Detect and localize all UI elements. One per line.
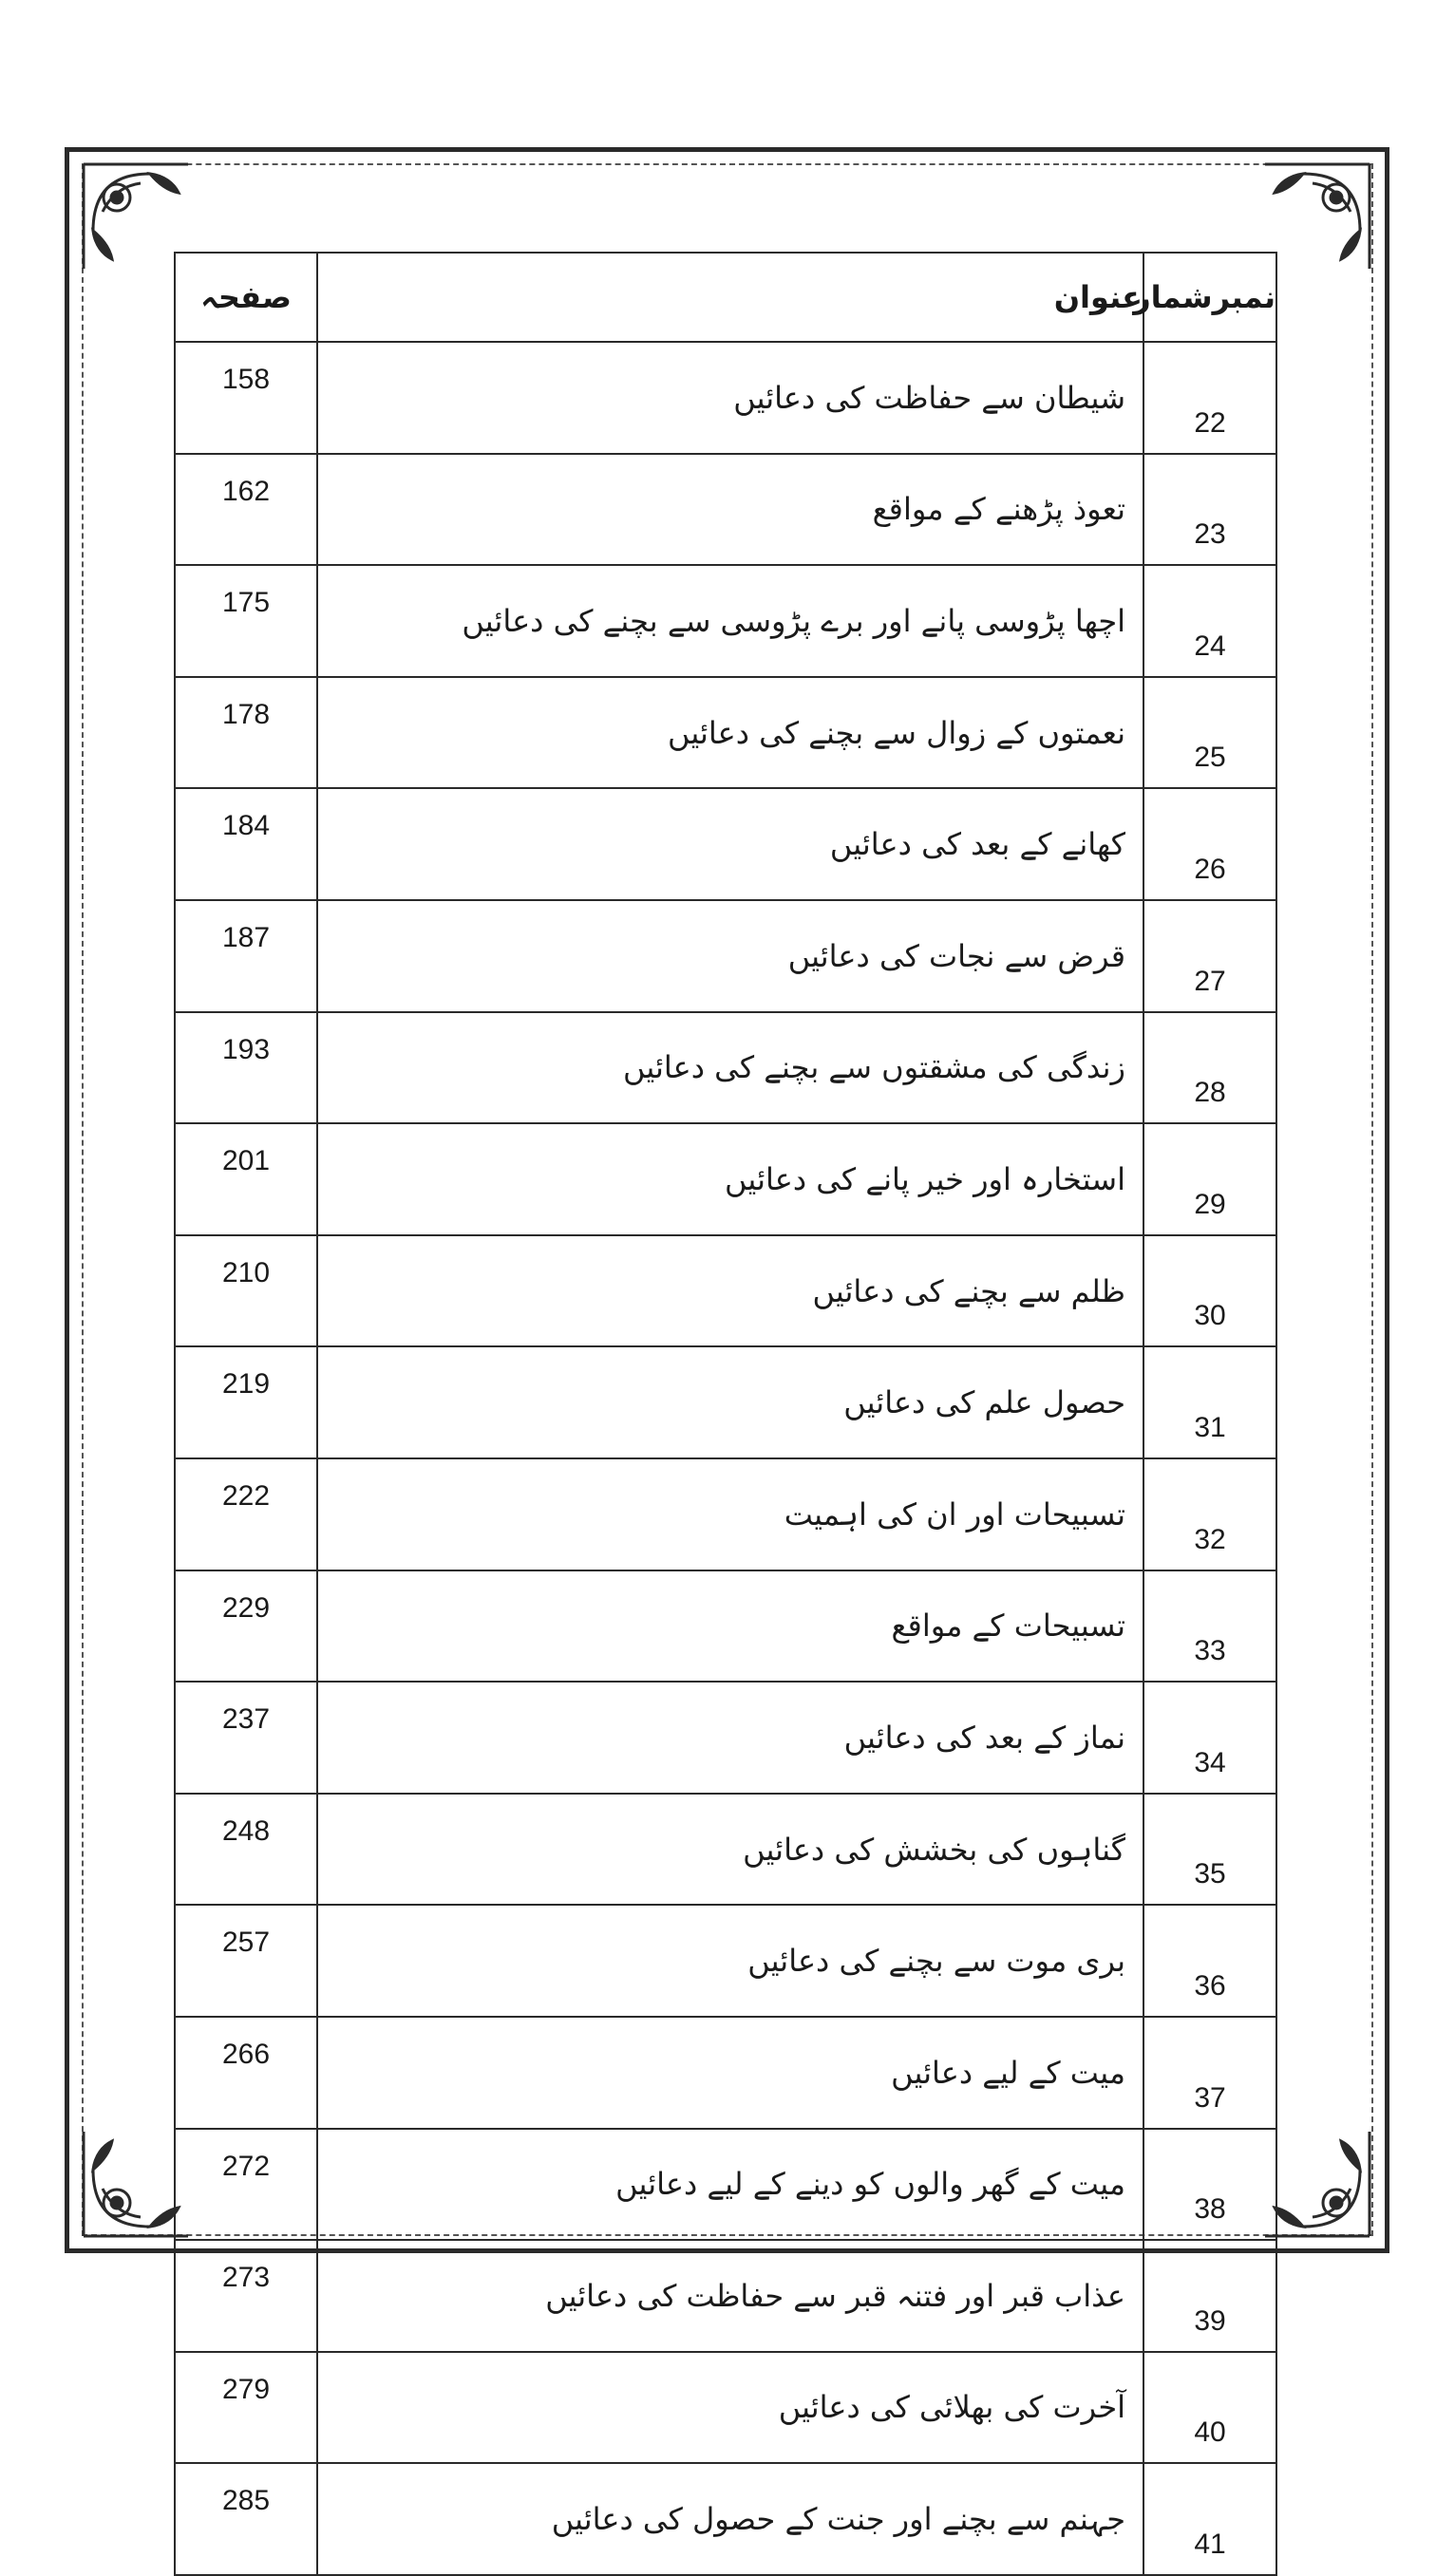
row-number: 33	[1143, 1570, 1276, 1683]
row-number: 39	[1143, 2240, 1276, 2352]
row-title: میت کے گھر والوں کو دینے کے لیے دعائیں	[317, 2129, 1143, 2241]
row-title: استخارہ اور خیر پانے کی دعائیں	[317, 1123, 1143, 1235]
row-page: 219	[175, 1346, 317, 1458]
header-page: صفحہ	[175, 253, 317, 342]
row-title: تعوذ پڑھنے کے مواقع	[317, 454, 1143, 566]
row-number: 23	[1143, 454, 1276, 566]
header-number: نمبرشمار	[1143, 253, 1276, 342]
row-title: قرض سے نجات کی دعائیں	[317, 900, 1143, 1012]
table-row	[175, 1794, 1276, 1906]
table-row	[175, 1012, 1276, 1124]
table-row	[175, 2463, 1276, 2575]
row-page: 178	[175, 677, 317, 789]
table-row	[175, 565, 1276, 677]
row-number: 26	[1143, 788, 1276, 900]
toc-header-row	[175, 253, 1276, 342]
row-title: زندگی کی مشقتوں سے بچنے کی دعائیں	[317, 1012, 1143, 1124]
table-row	[175, 1346, 1276, 1458]
row-number: 29	[1143, 1123, 1276, 1235]
row-page: 162	[175, 454, 317, 566]
row-title: شیطان سے حفاظت کی دعائیں	[317, 342, 1143, 454]
row-title: حصول علم کی دعائیں	[317, 1346, 1143, 1458]
table-row	[175, 900, 1276, 1012]
table-row	[175, 1458, 1276, 1570]
row-title: گناہوں کی بخشش کی دعائیں	[317, 1794, 1143, 1906]
table-row	[175, 1570, 1276, 1683]
row-number: 38	[1143, 2129, 1276, 2241]
row-page: 193	[175, 1012, 317, 1124]
row-number: 30	[1143, 1235, 1276, 1347]
row-page: 201	[175, 1123, 317, 1235]
row-page: 272	[175, 2129, 317, 2241]
row-number: 37	[1143, 2017, 1276, 2129]
row-page: 273	[175, 2240, 317, 2352]
row-title: بری موت سے بچنے کی دعائیں	[317, 1905, 1143, 2017]
row-number: 34	[1143, 1682, 1276, 1794]
table-row	[175, 342, 1276, 454]
row-number: 32	[1143, 1458, 1276, 1570]
row-title: عذاب قبر اور فتنہ قبر سے حفاظت کی دعائیں	[317, 2240, 1143, 2352]
row-number: 22	[1143, 342, 1276, 454]
row-number: 40	[1143, 2352, 1276, 2464]
table-row	[175, 454, 1276, 566]
row-page: 248	[175, 1794, 317, 1906]
row-number: 27	[1143, 900, 1276, 1012]
row-page: 175	[175, 565, 317, 677]
row-page: 158	[175, 342, 317, 454]
row-page: 285	[175, 2463, 317, 2575]
table-row	[175, 1235, 1276, 1347]
row-title: تسبیحات کے مواقع	[317, 1570, 1143, 1683]
row-title: تسبیحات اور ان کی اہمیت	[317, 1458, 1143, 1570]
row-title: اچھا پڑوسی پانے اور برے پڑوسی سے بچنے کی دعائیں	[317, 565, 1143, 677]
row-number: 31	[1143, 1346, 1276, 1458]
row-page: 210	[175, 1235, 317, 1347]
table-row	[175, 1123, 1276, 1235]
row-number: 41	[1143, 2463, 1276, 2575]
row-title: کھانے کے بعد کی دعائیں	[317, 788, 1143, 900]
row-page: 279	[175, 2352, 317, 2464]
row-number: 24	[1143, 565, 1276, 677]
table-row	[175, 2129, 1276, 2241]
row-title: آخرت کی بھلائی کی دعائیں	[317, 2352, 1143, 2464]
header-title: عنوان	[317, 253, 1143, 342]
row-title: نعمتوں کے زوال سے بچنے کی دعائیں	[317, 677, 1143, 789]
row-number: 36	[1143, 1905, 1276, 2017]
table-row	[175, 677, 1276, 789]
table-row	[175, 2240, 1276, 2352]
row-number: 25	[1143, 677, 1276, 789]
table-row	[175, 1682, 1276, 1794]
table-row	[175, 2017, 1276, 2129]
table-of-contents	[174, 252, 1277, 2576]
row-title: میت کے لیے دعائیں	[317, 2017, 1143, 2129]
row-page: 237	[175, 1682, 317, 1794]
table-row	[175, 788, 1276, 900]
row-page: 229	[175, 1570, 317, 1683]
row-number: 35	[1143, 1794, 1276, 1906]
row-page: 187	[175, 900, 317, 1012]
row-page: 184	[175, 788, 317, 900]
row-page: 222	[175, 1458, 317, 1570]
row-title: نماز کے بعد کی دعائیں	[317, 1682, 1143, 1794]
row-page: 257	[175, 1905, 317, 2017]
row-number: 28	[1143, 1012, 1276, 1124]
table-row	[175, 1905, 1276, 2017]
row-title: ظلم سے بچنے کی دعائیں	[317, 1235, 1143, 1347]
row-page: 266	[175, 2017, 317, 2129]
row-title: جہنم سے بچنے اور جنت کے حصول کی دعائیں	[317, 2463, 1143, 2575]
table-row	[175, 2352, 1276, 2464]
